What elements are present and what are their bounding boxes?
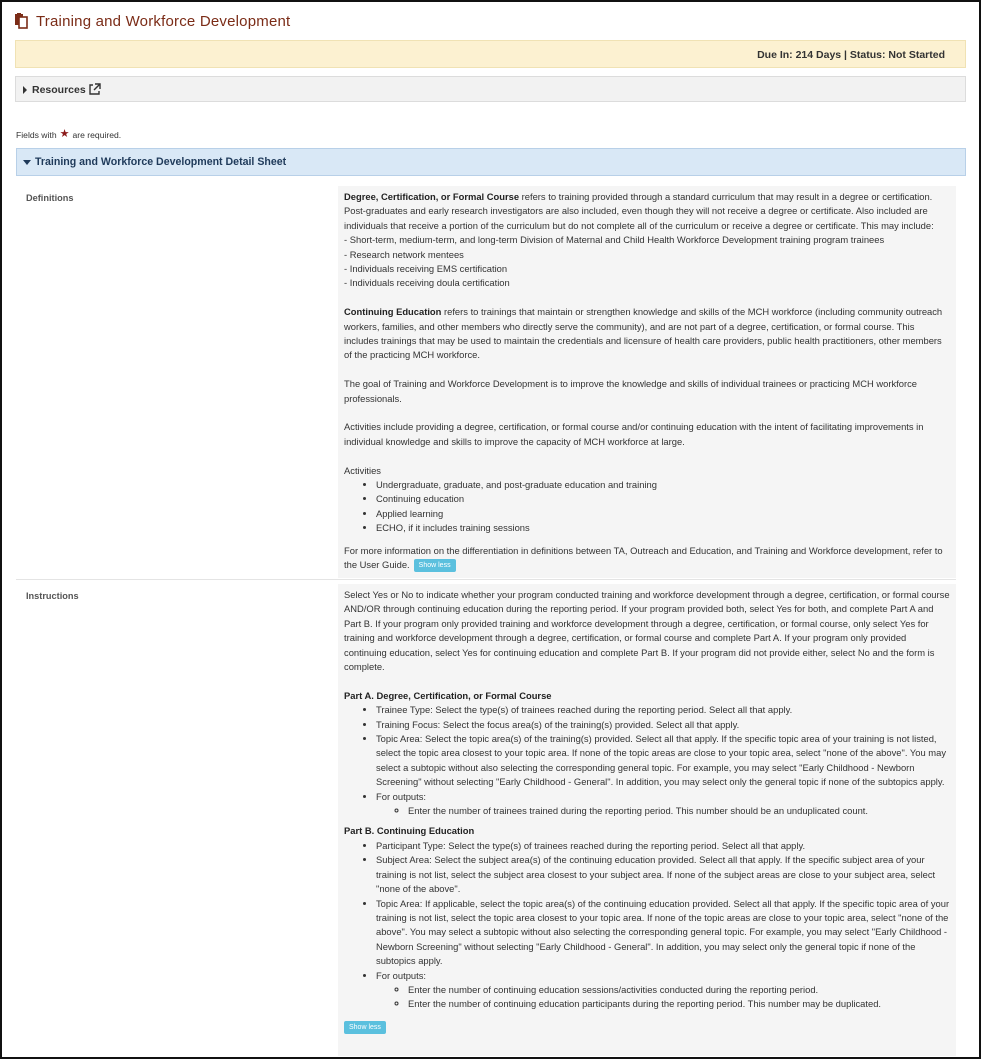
definitions-show-less-button[interactable]: Show less	[414, 559, 456, 572]
list-item: ◦ Enter the number of trainees trained during the reporting period. This number should be an unduplicated count.	[408, 804, 950, 818]
activities-list	[376, 478, 950, 536]
list-item: • Trainee Type: Select the type(s) of trainees reached during the reporting period. Select all that apply.	[376, 703, 950, 717]
outputs-label: For outputs:	[376, 969, 427, 981]
external-link-icon[interactable]	[88, 83, 101, 96]
required-star-icon: ★	[59, 128, 70, 140]
status-bar	[15, 40, 966, 68]
definition-line: - Individuals receiving EMS certification	[344, 263, 508, 275]
caret-down-icon	[23, 160, 31, 165]
definition-line: - Short-term, medium-term, and long-term Division of Maternal and Child Health Workforce Development training program trainees	[344, 234, 885, 246]
list-item: • Continuing education	[376, 492, 950, 506]
page-header	[14, 10, 290, 32]
clipboard-copy-icon	[14, 13, 28, 29]
required-note-suffix: are required.	[72, 129, 122, 140]
list-item: • ECHO, if it includes training sessions	[376, 521, 950, 535]
list-item	[376, 790, 950, 819]
instructions-footer	[344, 1020, 950, 1034]
more-info-text: For more information on the differentiation in definitions between TA, Outreach and Education, and Training and Workforce development, refer to the User Guide.	[344, 544, 943, 571]
definition-degree	[344, 190, 950, 233]
definition-more-info	[344, 544, 950, 573]
part-a-outputs-list	[408, 804, 950, 818]
detail-sheet-section-toggle[interactable]	[16, 148, 966, 176]
section-title: Training and Workforce Development Detail Sheet	[35, 156, 287, 168]
list-item: • Subject Area: Select the subject area(s) of the continuing education provided. Select all that apply. If the specific subject area of your training is not list, select the subject area closest to your subject area. If none of the subject areas are close to your subject area, select "none of the above".	[376, 853, 950, 896]
activities-heading: Activities	[344, 464, 381, 476]
list-item: ◦ Enter the number of continuing education sessions/activities conducted during the reporting period.	[408, 983, 950, 997]
definition-degree-term: Degree, Certification, or Formal Course	[344, 191, 520, 202]
part-a-list	[376, 703, 950, 818]
list-item: • Training Focus: Select the focus area(s) of the training(s) provided. Select all that apply.	[376, 718, 950, 732]
row-divider	[16, 579, 956, 580]
part-a-title	[344, 689, 950, 703]
caret-right-icon	[23, 86, 27, 94]
list-item: • Participant Type: Select the type(s) of trainees reached during the reporting period. Select all that apply.	[376, 839, 950, 853]
instructions-label: Instructions	[26, 591, 79, 601]
definition-degree-text: refers to training provided through a standard curriculum that may result in a degree or certification. Post-graduates and early research investigators are also included, even though they will not receive a degree or certificate. Also included are individuals that receive a portion of the curriculum but do not complete all of the curriculum or receive a degree or certificate. This may include:	[344, 191, 934, 231]
definition-goal: The goal of Training and Workforce Development is to improve the knowledge and skills of individual trainees or practicing MCH workforce professionals.	[344, 378, 918, 404]
list-item: • Applied learning	[376, 507, 950, 521]
required-fields-note	[16, 129, 121, 140]
resources-label: Resources	[32, 84, 86, 96]
list-item: • Undergraduate, graduate, and post-graduate education and training	[376, 478, 950, 492]
outputs-label: For outputs:	[376, 790, 427, 802]
required-note-prefix: Fields with	[16, 129, 57, 140]
definition-ce-text: refers to trainings that maintain or strengthen knowledge and skills of the MCH workforce (including community outreach workers, families, and other members who directly serve the community), and are not part of a degree, certification, or formal course. This includes trainings that may be used to maintain the credentials and licensure of health care providers, public health practitioners, other members of the practicing MCH workforce.	[344, 306, 943, 361]
definition-ce-term: Continuing Education	[344, 306, 442, 318]
definition-line: - Individuals receiving doula certification	[344, 277, 510, 289]
list-item: • Topic Area: Select the topic area(s) of the training(s) provided. Select all that apply. If the specific topic area of your training is not listed, select the topic area closest to your topic area. If none of the topic areas are close to your topic area, select "none of the above". You may select a subtopic without also selecting the corresponding general topic. For example, you may select "Early Childhood - Newborn Screening" without selecting "Early Childhood - General". In addition, you may select only the general topic if none of the subtopics apply.	[376, 732, 950, 790]
due-status-text: Due In: 214 Days | Status: Not Started	[757, 49, 945, 61]
definition-line: - Research network mentees	[344, 248, 464, 260]
list-item: • Topic Area: If applicable, select the topic area(s) of the continuing education provided. Select all that apply. If the specific topic area of your training is not list, select the topic area closest to your topic area. If none of the topic areas are close to your topic area, select "none of the above". You may select a subtopic without also selecting the corresponding general topic. For example, you may select "Early Childhood - Newborn Screening" without selecting "Early Childhood - General". In addition, you may select only the general topic if none of the subtopics apply.	[376, 897, 950, 969]
page-title: Training and Workforce Development	[36, 12, 291, 30]
part-a-title-text: Part A. Degree, Certification, or Formal Course	[344, 689, 552, 701]
list-item	[376, 969, 950, 1012]
resources-toggle[interactable]	[15, 76, 966, 102]
part-b-outputs-list	[408, 983, 950, 1012]
instructions-intro: Select Yes or No to indicate whether your program conducted training and workforce development through a degree, certification, or formal course AND/OR through continuing education during the reporting period. If your program provided both, select Yes for both, and complete Part A and Part B. If your program only provided training and workforce development through a degree, certification, or formal course, only select Yes for training and workforce development through a degree, certification, or formal course and complete Part A. If your program only provided continuing education, select Yes for continuing education and complete Part B. If your program did not provide either, select No and the form is complete.	[344, 589, 950, 673]
part-b-list	[376, 839, 950, 1012]
instructions-content	[338, 584, 956, 1056]
definition-activities-intro: Activities include providing a degree, certification, or formal course and/or continuing education with the intent of facilitating improvements in individual knowledge and skills to improve the capacity of MCH workforce at large.	[344, 421, 924, 447]
part-b-title-text: Part B. Continuing Education	[344, 825, 475, 837]
list-item: ◦ Enter the number of continuing education participants during the reporting period. This number may be duplicated.	[408, 997, 950, 1011]
part-b-title	[344, 824, 950, 838]
definitions-label: Definitions	[26, 193, 74, 203]
instructions-show-less-button[interactable]: Show less	[344, 1021, 386, 1034]
definitions-content	[338, 186, 956, 578]
definition-continuing-education	[344, 305, 950, 363]
